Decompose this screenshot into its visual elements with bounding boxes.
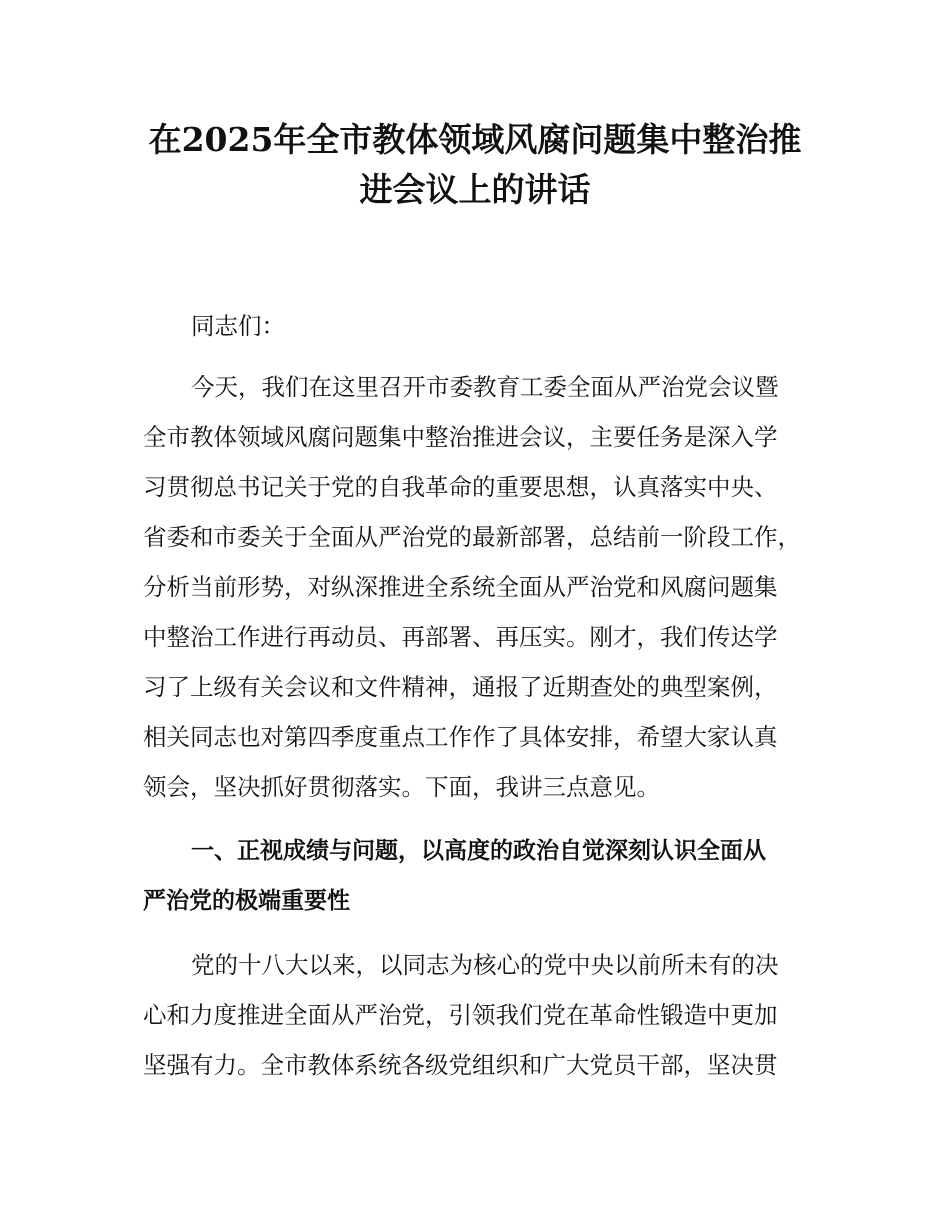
paragraph-line: 分析当前形势，对纵深推进全系统全面从严治党和风腐问题集 — [143, 573, 778, 601]
heading-line: 一、正视成绩与问题，以高度的政治自觉深刻认识全面从 — [191, 838, 766, 864]
paragraph-line: 省委和市委关于全面从严治党的最新部署，总结前一阶段工作， — [143, 523, 801, 551]
paragraph-line: 相关同志也对第四季度重点工作作了具体安排，希望大家认真 — [143, 723, 778, 751]
salutation: 同志们： — [191, 312, 285, 340]
paragraph-line: 心和力度推进全面从严治党，引领我们党在革命性锻造中更加 — [143, 1001, 778, 1029]
paragraph-line: 全市教体领域风腐问题集中整治推进会议，主要任务是深入学 — [143, 423, 778, 451]
document-title-line-2: 进会议上的讲话 — [359, 170, 591, 209]
paragraph-line: 习贯彻总书记关于党的自我革命的重要思想，认真落实中央、 — [143, 473, 778, 501]
heading-line: 严治党的极端重要性 — [143, 888, 350, 914]
document-title-line-1: 在2025年全市教体领域风腐问题集中整治推 — [148, 120, 802, 159]
paragraph-line: 领会，坚决抓好贯彻落实。下面，我讲三点意见。 — [143, 773, 660, 801]
paragraph-line: 今天，我们在这里召开市委教育工委全面从严治党会议暨 — [191, 373, 779, 401]
paragraph-line: 党的十八大以来，以同志为核心的党中央以前所未有的决 — [191, 951, 779, 979]
paragraph-line: 习了上级有关会议和文件精神，通报了近期查处的典型案例， — [143, 673, 778, 701]
paragraph-line: 中整治工作进行再动员、再部署、再压实。刚才，我们传达学 — [143, 623, 778, 651]
paragraph-line: 坚强有力。全市教体系统各级党组织和广大党员干部，坚决贯 — [143, 1051, 778, 1079]
